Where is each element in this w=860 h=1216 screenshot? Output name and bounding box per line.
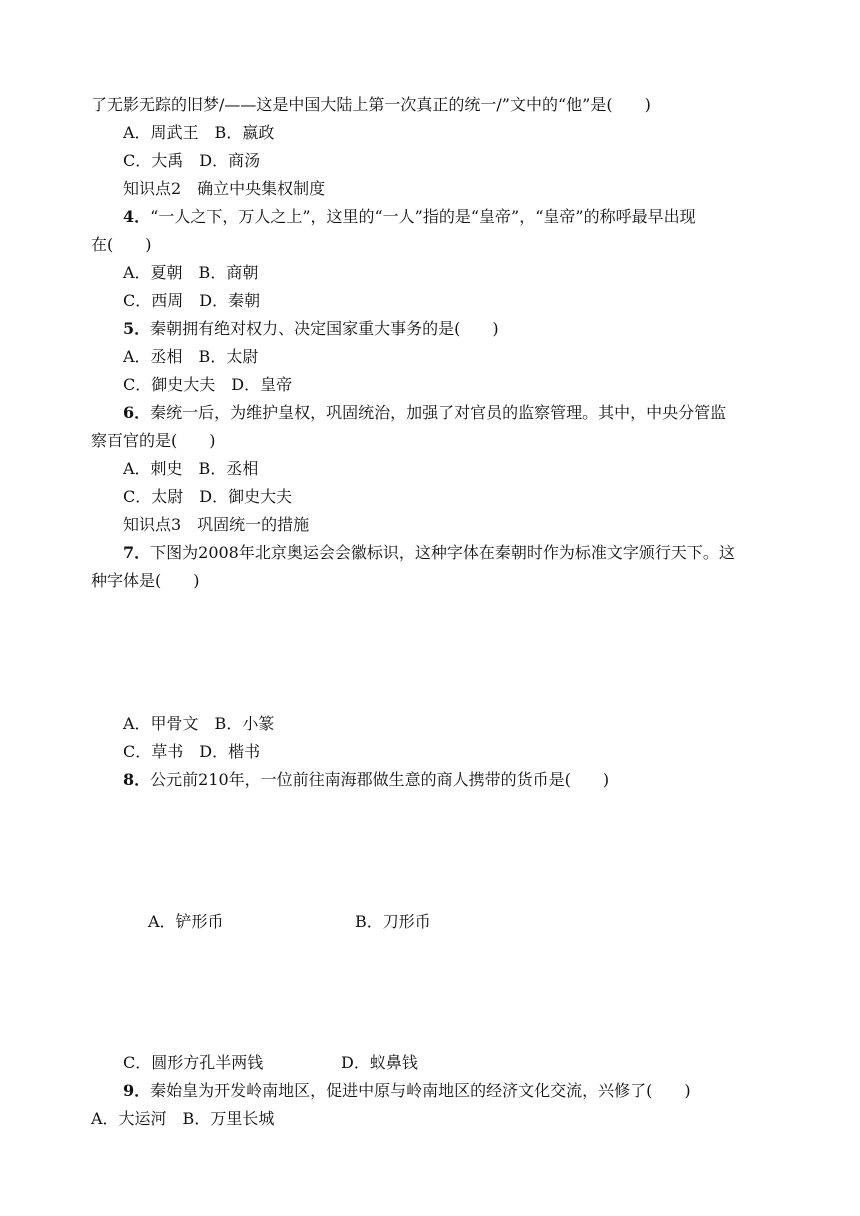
knowledge-point-3-heading: 知识点3 巩固统一的措施 <box>123 515 310 534</box>
q3-options-ab: A．周武王 B．嬴政 <box>123 123 275 142</box>
q7-options-ab: A．甲骨文 B．小篆 <box>123 714 275 733</box>
q8-figure-row2-placeholder <box>123 940 723 1040</box>
q9-text: 秦始皇为开发岭南地区，促进中原与岭南地区的经济文化交流，兴修了( ) <box>150 1081 691 1100</box>
q6-number: 6． <box>123 403 151 422</box>
q6-options-ab: A．刺史 B．丞相 <box>123 459 259 478</box>
q8-text: 公元前210年，一位前往南海郡做生意的商人携带的货币是( ) <box>150 770 610 789</box>
q6-stem-line2: 察百官的是( ) <box>91 431 216 450</box>
q4-stem-line2: 在( ) <box>91 235 152 254</box>
q5-options-cd: C．御史大夫 D．皇帝 <box>123 375 293 394</box>
q5-number: 5． <box>123 319 151 338</box>
q5-options-ab: A．丞相 B．太尉 <box>123 347 259 366</box>
knowledge-point-2-heading: 知识点2 确立中央集权制度 <box>123 179 326 198</box>
q9-stem <box>123 1080 691 1102</box>
q6-options-cd: C．太尉 D．御史大夫 <box>123 487 293 506</box>
q4-number: 4． <box>123 207 151 226</box>
q8-number: 8． <box>123 770 151 789</box>
q4-stem-line1 <box>123 206 696 228</box>
q7-stem-line1 <box>123 542 735 564</box>
q7-options-cd: C．草书 D．楷书 <box>123 742 261 761</box>
q5-stem <box>123 318 499 340</box>
q6-text: 秦统一后，为维护皇权，巩固统治，加强了对官员的监察管理。其中，中央分管监 <box>150 403 727 422</box>
q7-number: 7． <box>123 543 151 562</box>
q5-text: 秦朝拥有绝对权力、决定国家重大事务的是( ) <box>150 319 499 338</box>
q9-number: 9． <box>123 1081 151 1100</box>
q9-options-ab: A．大运河 B．万里长城 <box>91 1109 275 1128</box>
q3-stem-tail: 了无影无踪的旧梦/——这是中国大陆上第一次真正的统一/”文中的“他”是( ) <box>91 95 651 114</box>
q4-options-cd: C．西周 D．秦朝 <box>123 291 261 310</box>
q7-text: 下图为2008年北京奥运会会徽标识，这种字体在秦朝时作为标准文字颁行天下。这 <box>150 543 735 562</box>
q8-option-c: C．圆形方孔半两钱 <box>123 1053 264 1072</box>
q4-options-ab: A．夏朝 B．商朝 <box>123 263 259 282</box>
q4-text: “一人之下，万人之上”，这里的“一人”指的是“皇帝”，“皇帝”的称呼最早出现 <box>150 207 696 226</box>
q7-stem-line2: 种字体是( ) <box>91 571 200 590</box>
q3-options-cd: C．大禹 D．商汤 <box>123 151 261 170</box>
q8-stem <box>123 769 609 791</box>
q7-figure-placeholder <box>123 600 723 700</box>
q6-stem-line1 <box>123 402 726 424</box>
q8-option-a: A．铲形币 <box>148 912 224 931</box>
q8-option-b: B．刀形币 <box>355 912 431 931</box>
q8-option-d: D．蚁鼻钱 <box>341 1053 418 1072</box>
q8-figure-row1-placeholder <box>123 800 723 900</box>
